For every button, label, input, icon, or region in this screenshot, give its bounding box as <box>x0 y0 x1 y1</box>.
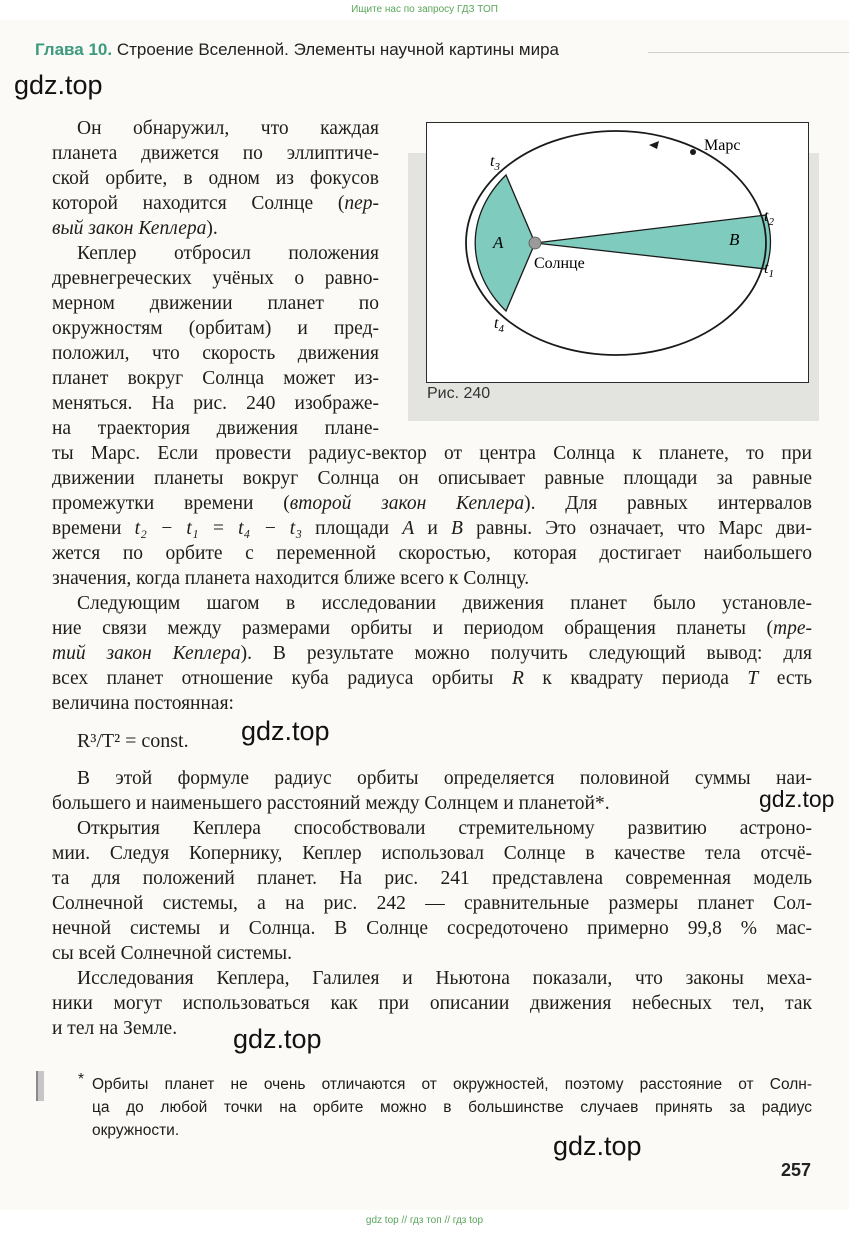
text-line: Следующим шагом в исследовании движения планет было установле- <box>77 593 812 614</box>
text-line <box>52 642 812 666</box>
footnote-line: Орбиты планет не очень отличаются от окружностей, поэтому расстояние от Солн- <box>92 1076 812 1093</box>
mars-label: Марс <box>704 137 741 154</box>
t3-label: $t_3$ <box>490 153 500 173</box>
text-segment: большего и наименьшего расстояний между Солнцем и планетой <box>52 793 595 814</box>
text-segment: всех планет отношение куба радиуса орбиты <box>52 668 512 689</box>
text-segment: площади <box>301 518 403 539</box>
header-rule <box>648 52 849 53</box>
text-line: древнегреческих учёных о равно- <box>52 268 379 289</box>
footnote-line: ца до любой точки на орбите можно в большинстве случаев принять за радиус <box>92 1099 812 1116</box>
chapter-header <box>35 40 559 60</box>
text-line: ники могут использоваться как при описании движения небесных тел, так <box>52 993 812 1014</box>
figure-caption: Рис. 240 <box>427 385 491 402</box>
text-line: ской орбите, в одном из фокусов <box>52 168 379 189</box>
text-line: В этой формуле радиус орбиты определяется половиной суммы наи- <box>77 768 812 789</box>
text-line: та для положений планет. На рис. 241 представлена современная модель <box>52 868 812 889</box>
text-line: меняться. На рис. 240 изображе- <box>52 393 379 414</box>
text-line: окружностям (орбитам) и пред- <box>52 318 379 339</box>
t1-label: $t_1$ <box>764 260 774 280</box>
text-segment: к квадрату периода <box>523 668 748 689</box>
text-line: Солнечной системы, а на рис. 242 — сравнительные размеры планет Сол- <box>52 893 812 914</box>
t2-label: $t_2$ <box>764 208 774 228</box>
text-segment: промежутки времени ( <box>52 493 290 514</box>
watermark: gdz.top <box>553 1131 642 1161</box>
text-line: положил, что скорость движения <box>52 343 379 364</box>
text-emphasis: тре- <box>773 618 812 639</box>
text-line <box>52 667 812 691</box>
area-b-symbol: B <box>451 518 463 539</box>
t2-subscript: 2 <box>768 216 774 228</box>
footnote-asterisk: * <box>78 1071 85 1088</box>
kepler-orbit-diagram <box>427 123 807 381</box>
text-line: Он обнаружил, что каждая <box>77 118 379 139</box>
text-segment: ). <box>206 218 218 239</box>
text-line: величина постоянная: <box>52 693 234 714</box>
text-segment: и <box>414 518 451 539</box>
footnote-line: окружности. <box>92 1122 180 1139</box>
text-line: сы всей Солнечной системы. <box>52 943 292 964</box>
area-a-label: A <box>493 233 504 252</box>
text-line: и тел на Земле. <box>52 1018 178 1039</box>
t3-subscript: 3 <box>494 161 500 173</box>
watermark: gdz.top <box>759 786 835 812</box>
kepler-third-law-formula: R³/T² = const. <box>77 730 189 752</box>
period-symbol: T <box>747 668 759 689</box>
text-segment: которой находится Солнце ( <box>52 193 345 214</box>
bottom-notice: gdz top // гдз топ // гдз top <box>365 1215 484 1226</box>
chapter-title: Строение Вселенной. Элементы научной картины мира <box>116 40 560 59</box>
text-segment: равны. Это означает, что Марс дви- <box>462 518 812 539</box>
area-a-sector <box>475 175 535 311</box>
text-line <box>52 217 379 241</box>
text-emphasis: тий закон Кеплера <box>52 643 241 664</box>
text-segment: ). Для равных интервалов <box>524 493 812 514</box>
mars-planet <box>690 149 696 155</box>
text-line: мии. Следуя Копернику, Кеплер использовал Солнце в качестве тела отсчё- <box>52 843 812 864</box>
footnote-reference: *. <box>594 793 610 814</box>
text-line: на траектория движения плане- <box>52 418 379 439</box>
text-segment: есть <box>758 668 813 689</box>
text-line: движении планеты вокруг Солнца он описывает равные площади за равные <box>52 468 812 489</box>
area-b-label: B <box>729 230 740 249</box>
top-notice: Ищите нас по запросу ГДЗ ТОП <box>351 4 498 15</box>
text-line: планет вокруг Солнца может из- <box>52 368 379 389</box>
footnote-marker-bar <box>36 1071 44 1101</box>
text-line <box>52 192 379 216</box>
text-line: ты Марс. Если провести радиус-вектор от центра Солнца к планете, то при <box>52 443 812 464</box>
t4-label: $t_4$ <box>494 315 504 335</box>
sun-icon <box>529 237 541 249</box>
text-line: нечной системы и Солнца. В Солнце сосредоточено примерно 99,8 % мас- <box>52 918 812 939</box>
text-segment: времени <box>52 518 135 539</box>
t4-subscript: 4 <box>498 323 504 335</box>
text-segment: ). В результате можно получить следующий вывод: для <box>240 643 812 664</box>
text-line: Исследования Кеплера, Галилея и Ньютона показали, что законы меха- <box>77 968 812 989</box>
text-line: значения, когда планета находится ближе всего к Солнцу. <box>52 568 530 589</box>
text-line <box>52 517 812 541</box>
text-emphasis: пер- <box>344 193 379 214</box>
chapter-label: Глава 10. <box>35 40 113 59</box>
watermark: gdz.top <box>241 716 330 746</box>
text-line: Открытия Кеплера способствовали стремительному развитию астроно- <box>77 818 812 839</box>
t1-subscript: 1 <box>768 268 774 280</box>
text-line: Кеплер отбросил положения <box>77 243 379 264</box>
radius-symbol: R <box>511 668 524 689</box>
text-line <box>52 617 812 641</box>
text-line: планета движется по эллиптиче- <box>52 143 379 164</box>
time-equation: t₂ − t₁ = t₄ − t₃ <box>134 518 302 539</box>
text-emphasis: второй закон Кеплера <box>289 493 525 514</box>
direction-arrow-icon <box>649 141 659 149</box>
figure-frame <box>426 122 809 383</box>
text-segment: ние связи между размерами орбиты и периодом обращения планеты ( <box>52 618 774 639</box>
page-number: 257 <box>781 1160 812 1180</box>
text-emphasis: вый закон Кеплера <box>52 218 207 239</box>
watermark: gdz.top <box>14 70 103 100</box>
text-line: мерном движении планет по <box>52 293 379 314</box>
text-line <box>52 492 812 516</box>
sun-label: Солнце <box>534 255 585 272</box>
text-line <box>52 792 812 816</box>
watermark: gdz.top <box>233 1024 322 1054</box>
text-line: жется по орбите с переменной скоростью, которая достигает наибольшего <box>52 543 812 564</box>
area-a-symbol: A <box>402 518 415 539</box>
